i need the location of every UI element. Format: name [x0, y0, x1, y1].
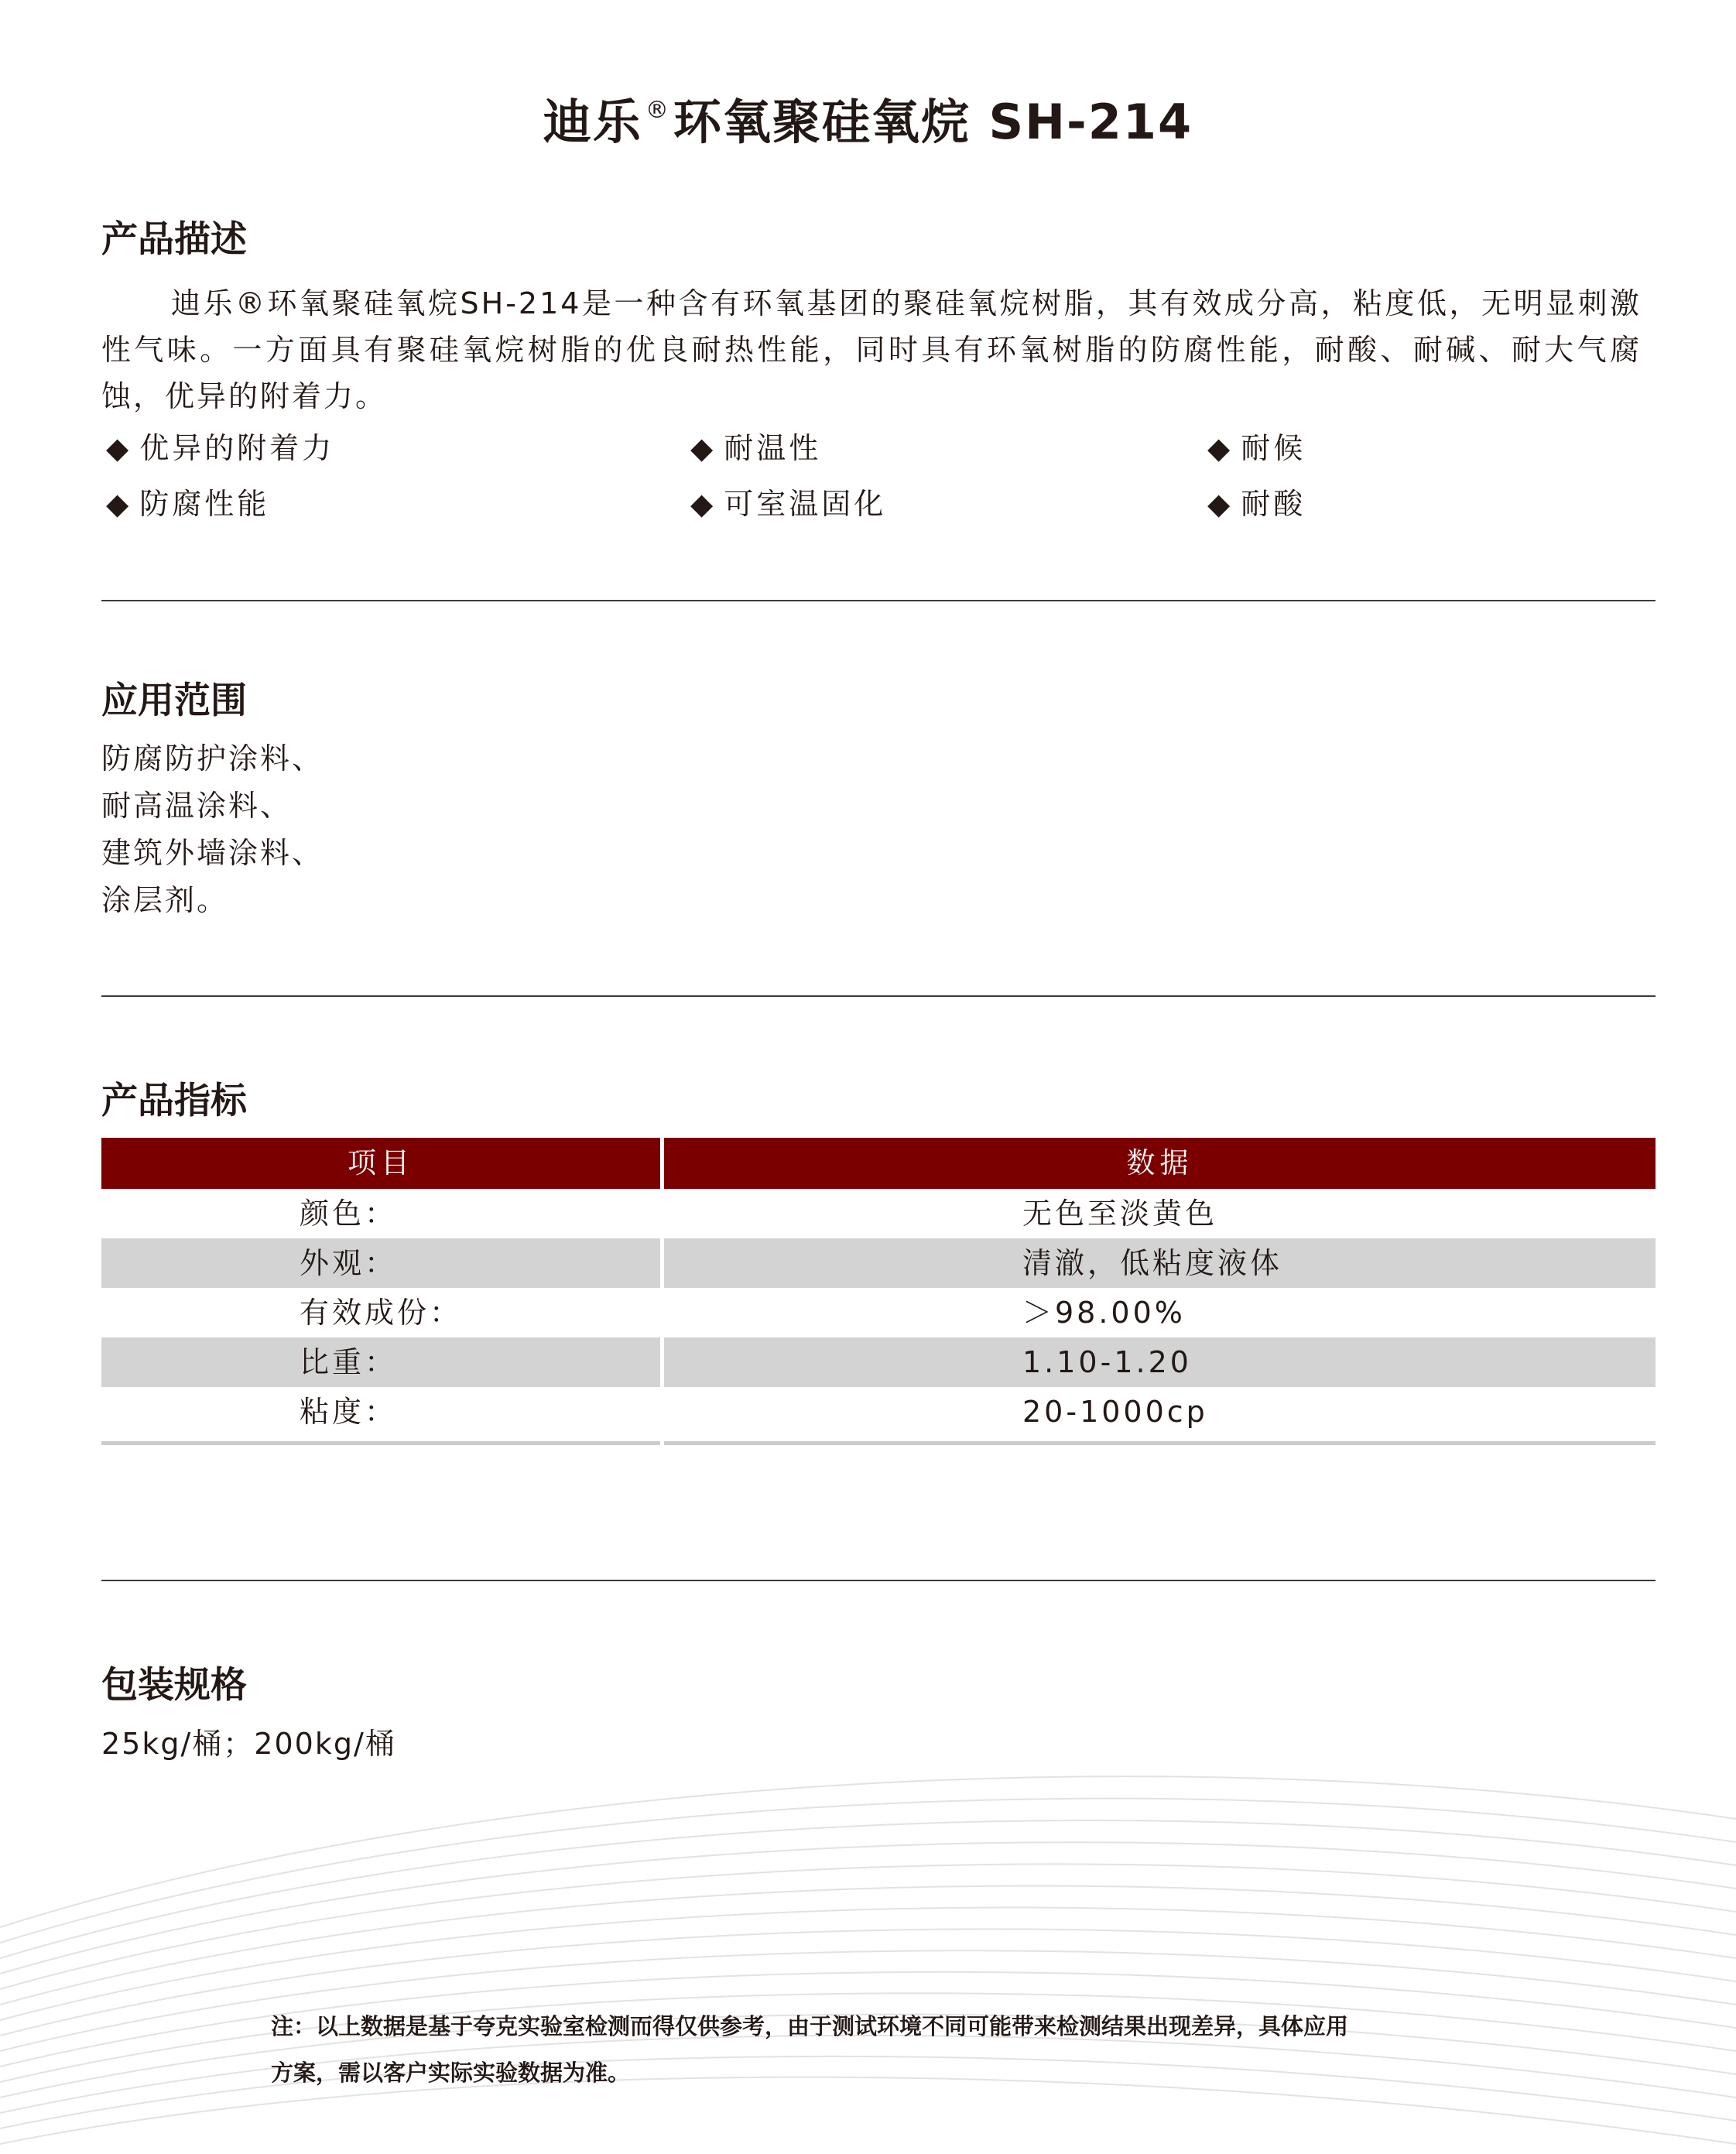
table-row: [101, 1288, 1656, 1337]
row-key: 外观：: [300, 1246, 398, 1280]
column-separator: [660, 1288, 664, 1337]
registered-mark: ®: [645, 97, 670, 124]
diamond-bullet-icon: ◆: [1207, 431, 1231, 465]
table-row: [101, 1238, 1656, 1288]
feature-item: ◆ 耐酸: [1207, 487, 1306, 521]
feature-item: ◆ 防腐性能: [106, 487, 270, 521]
description-text: 迪乐®环氧聚硅氧烷SH-214是一种含有环氧基团的聚硅氧烷树脂，其有效成分高，粘度低，无明显刺激性气味。一方面具有聚硅氧烷树脂的优良耐热性能，同时具有环氧树脂的防腐性能，耐酸、耐碱、耐大气腐蚀，优异的附着力。: [101, 286, 1642, 413]
row-key: 颜色：: [300, 1197, 398, 1231]
row-value: ＞98.00%: [1022, 1296, 1186, 1330]
list-item: 涂层剂。: [101, 883, 229, 917]
diamond-bullet-icon: ◆: [690, 487, 714, 521]
row-value: 清澈，低粘度液体: [1022, 1246, 1283, 1280]
feature-item: ◆ 耐候: [1207, 431, 1306, 465]
column-separator: [660, 1337, 664, 1387]
footnote-line: 注：以上数据是基于夸克实验室检测而得仅供参考，由于测试环境不同可能带来检测结果出现差异，具体应用: [271, 2013, 1349, 2039]
row-value: 20-1000cp: [1022, 1395, 1208, 1429]
section-divider: [101, 995, 1656, 997]
feature-item: ◆ 优异的附着力: [106, 431, 335, 465]
row-value: 1.10-1.20: [1022, 1345, 1192, 1379]
footnote: [271, 2003, 1416, 2096]
applications-heading: 应用范围: [101, 680, 247, 722]
row-value: 无色至淡黄色: [1022, 1197, 1218, 1231]
spec-table: [101, 1138, 1656, 1445]
title-brand: 迪乐: [543, 94, 642, 150]
row-key: 有效成份：: [300, 1296, 463, 1330]
section-divider: [101, 1580, 1656, 1581]
table-header: [101, 1138, 1656, 1189]
table-row: [101, 1387, 1656, 1437]
column-separator: [660, 1238, 664, 1288]
row-key: 粘度：: [300, 1395, 398, 1429]
column-header-item: 项目: [348, 1146, 414, 1180]
column-separator: [660, 1387, 664, 1437]
table-row: [101, 1337, 1656, 1387]
page-title: [0, 84, 1736, 152]
title-product: 环氧聚硅氧烷 SH-214: [673, 94, 1193, 150]
diamond-bullet-icon: ◆: [106, 431, 129, 465]
packaging-text: 25kg/桶；200kg/桶: [101, 1727, 396, 1761]
footnote-line: 方案，需以客户实际实验数据为准。: [271, 2060, 631, 2086]
description-heading: 产品描述: [101, 218, 247, 261]
table-row: [101, 1189, 1656, 1238]
list-item: 耐高温涂料、: [101, 789, 293, 823]
diamond-bullet-icon: ◆: [1207, 487, 1231, 521]
applications-list: [101, 735, 324, 924]
diamond-bullet-icon: ◆: [106, 487, 129, 521]
table-bottom-border: [101, 1441, 1656, 1445]
list-item: 建筑外墙涂料、: [101, 836, 324, 870]
feature-item: ◆ 耐温性: [690, 431, 822, 465]
row-key: 比重：: [300, 1345, 398, 1379]
column-separator: [660, 1441, 664, 1445]
specs-heading: 产品指标: [101, 1080, 247, 1122]
column-separator: [660, 1189, 664, 1238]
diamond-bullet-icon: ◆: [690, 431, 714, 465]
packaging-heading: 包装规格: [101, 1664, 247, 1707]
feature-item: ◆ 可室温固化: [690, 487, 887, 521]
list-item: 防腐防护涂料、: [101, 741, 324, 776]
section-divider: [101, 600, 1656, 601]
column-header-data: 数据: [1126, 1146, 1193, 1180]
